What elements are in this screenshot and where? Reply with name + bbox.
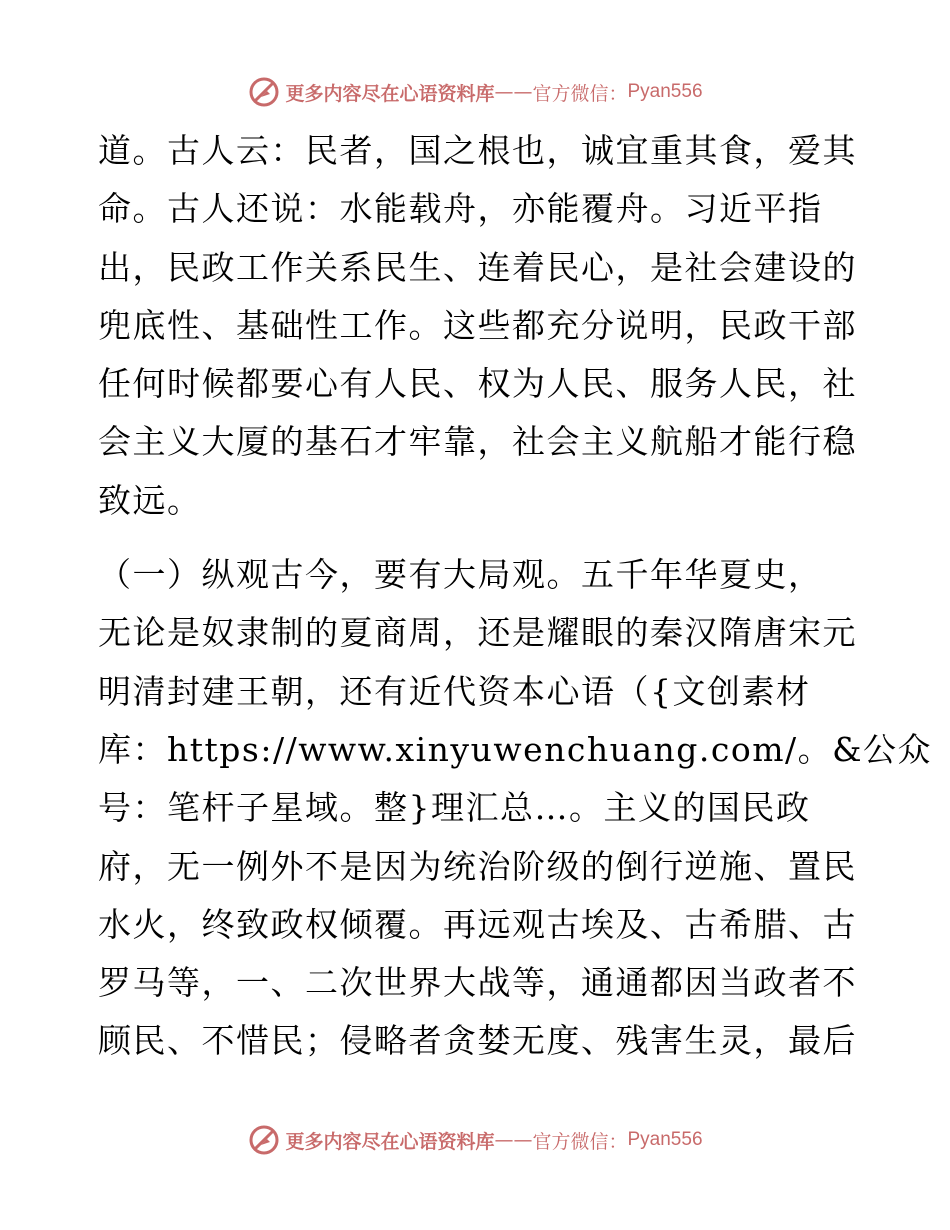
text-line: 命。古人还说：水能载舟，亦能覆舟。习近平指 xyxy=(98,189,823,229)
paragraph xyxy=(98,546,933,1071)
header-watermark xyxy=(0,72,950,112)
text-line: 兜底性、基础性工作。这些都充分说明，民政干部 xyxy=(98,305,857,345)
watermark-wechat-id: Pyan556 xyxy=(627,1129,703,1150)
text-line: 罗马等，一、二次世界大战等，通通都因当政者不 xyxy=(98,963,857,1003)
watermark-wechat-id: Pyan556 xyxy=(627,81,703,102)
text-line: 任何时候都要心有人民、权为人民、服务人民，社 xyxy=(98,364,857,404)
text-line: 无论是奴隶制的夏商周，还是耀眼的秦汉隋唐宋元 xyxy=(98,613,857,653)
watermark-label: 官方微信： xyxy=(532,1130,628,1153)
text-line: 致远。 xyxy=(98,480,202,520)
watermark-separator: —— xyxy=(494,1129,533,1151)
watermark-separator: —— xyxy=(494,81,533,103)
text-line: （一）纵观古今，要有大局观。五千年华夏史， xyxy=(98,555,823,595)
document-body xyxy=(98,122,933,1071)
text-line: 明清封建王朝，还有近代资本心语（{文创素材 xyxy=(98,671,811,711)
text-line: 顾民、不惜民；侵略者贪婪无度、残害生灵，最后 xyxy=(98,1021,857,1061)
paragraph xyxy=(98,122,858,530)
text-line: 道。古人云：民者，国之根也，诚宜重其食，爱其 xyxy=(98,131,857,170)
text-line: 出，民政工作关系民生、连着民心，是社会建设的 xyxy=(98,247,857,287)
text-line: 库：https://www.xinyuwenchuang.com/。&公众 xyxy=(98,729,933,769)
pen-logo-icon xyxy=(247,1123,281,1157)
text-line: 水火，终致政权倾覆。再远观古埃及、古希腊、古 xyxy=(98,904,857,944)
watermark-label: 官方微信： xyxy=(532,82,628,105)
watermark-text: 更多内容尽在心语资料库 xyxy=(285,82,495,105)
text-line: 会主义大厦的基石才牢靠，社会主义航船才能行稳 xyxy=(98,422,857,462)
footer-watermark xyxy=(0,1120,950,1160)
pen-logo-icon xyxy=(247,75,281,109)
watermark-text: 更多内容尽在心语资料库 xyxy=(285,1130,495,1153)
text-line: 府，无一例外不是因为统治阶级的倒行逆施、置民 xyxy=(98,846,857,886)
text-line: 号：笔杆子星域。整}理汇总…。主义的国民政 xyxy=(98,788,811,828)
